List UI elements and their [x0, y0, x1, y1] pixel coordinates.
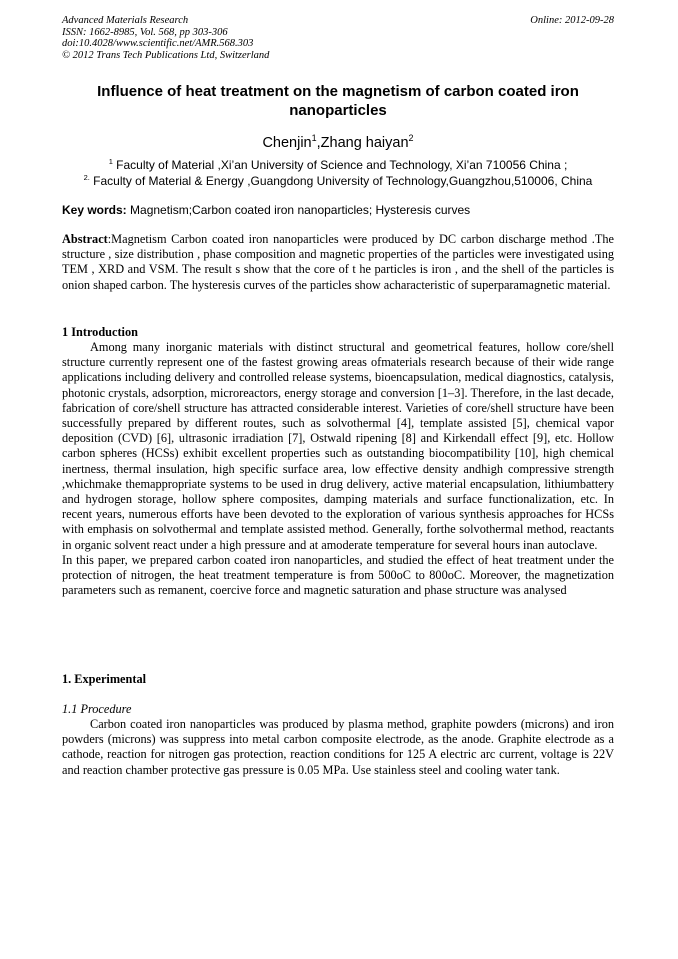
journal-name: Advanced Materials Research	[62, 15, 189, 26]
author-separator: ,	[316, 135, 321, 151]
affil-text: Faculty of Material & Energy ,Guangdong University of Technology,Guangzhou,510006, China	[89, 174, 593, 188]
journal-doi: doi:10.4028/www.scientific.net/AMR.568.303	[62, 38, 254, 50]
subsection-heading-procedure: 1.1 Procedure	[62, 702, 132, 716]
affiliation-1	[50, 157, 626, 173]
abstract	[62, 232, 614, 293]
affil-mark: 1	[108, 157, 113, 166]
paragraph: In this paper, we prepared carbon coated iron nanoparticles, and studied the effect of heat treatment under the protection of nitrogen, the heat treatment temperature is from 500oC to 800oC. Moreover, the magnetization parameters such as remanent, coercive force and magnetic saturation and phase structure was analysed	[62, 552, 614, 598]
author-name: Chenjin	[262, 135, 312, 151]
section-heading-experimental: 1. Experimental	[62, 672, 147, 686]
abstract-label: Abstract	[62, 232, 108, 246]
online-date: Online: 2012-09-28	[530, 15, 614, 26]
abstract-text: :Magnetism Carbon coated iron nanoparticles were produced by DC carbon discharge method .The structure , size distribution , phase composition and magnetic properties of the particles were investigated using TEM , XRD and VSM. The result s show that the core of t he particles is iron , and the shell of the particles is onion shaped carbon. The hysteresis curves of the particles show acharacteristic of superparamagnetic material.	[62, 232, 614, 292]
author-affil-mark: 2	[408, 133, 414, 144]
introduction-body	[62, 340, 614, 598]
paper-title: Influence of heat treatment on the magnetism of carbon coated iron nanoparticles	[97, 83, 579, 119]
journal-copyright: © 2012 Trans Tech Publications Ltd, Switzerland	[62, 49, 270, 61]
author-affil-mark: 1	[311, 133, 317, 144]
keywords	[62, 202, 614, 218]
author-name: Zhang haiyan	[320, 135, 409, 151]
keywords-label: Key words:	[62, 203, 127, 217]
affiliation-2	[50, 173, 626, 189]
procedure-body	[62, 717, 614, 778]
journal-header	[62, 15, 269, 61]
keywords-text: Magnetism;Carbon coated iron nanoparticles; Hysteresis curves	[126, 203, 471, 217]
paragraph: Carbon coated iron nanoparticles was produced by plasma method, graphite powders (microns) and iron powders (microns) was suppress into metal carbon composite electrode, as the anode. Graphite electrode as a cathode, reaction for nitrogen gas protection, reaction conditions for 125 A electric arc current, voltage is 22V and reaction chamber protective gas pressure is 0.05 MPa. Use stainless steel and cooling water tank.	[62, 717, 614, 777]
journal-issn: ISSN: 1662-8985, Vol. 568, pp 303-306	[62, 26, 228, 38]
affil-text: Faculty of Material ,Xi’an University of Science and Technology, Xi’an 710056 China ;	[112, 158, 568, 172]
author-line	[62, 134, 614, 152]
paragraph: Among many inorganic materials with distinct structural and geometrical features, hollow core/shell structure currently represent one of the fastest growing areas ofmaterials research because of their wide range applications including delivery and controlled release systems, bioencapsulation, medical diagnostics, catalysis, photonic crystals, adsorption, microreactors, energy storage and conversion [1–3]. Therefore, in the last decade, fabrication of core/shell structure has attracted considerable interest. Varieties of core/shell structure have been successfully prepared by different routes, such as solvothermal [4], template assisted [5], chemical vapor deposition (CVD) [6], ultrasonic irradiation [7], Ostwald ripening [8] and Kirkendall effect [9], etc. Hollow carbon spheres (HCSs) exhibit excellent properties such as outstanding biocompatibility [10], high chemical inertness, thermal insulation, high specific surface area, low effective density andhigh compressive strength ,whichmake themappropriate systems to be used in drug delivery, active material encapsulation, lithiumbattery and hydrogen storage, hollow sphere composites, damping materials and surface functionalization, etc. In recent years, numerous efforts have been devoted to the exploration of various synthesis approaches for HCSs with emphasis on solvothermal and template assisted method. Generally, forthe solvothermal method, reactants in organic solvent react under a high pressure and at amoderate temperature for several hours inan autoclave.	[62, 340, 614, 552]
affil-mark: 2.	[83, 173, 90, 182]
section-heading-introduction: 1 Introduction	[62, 325, 138, 339]
